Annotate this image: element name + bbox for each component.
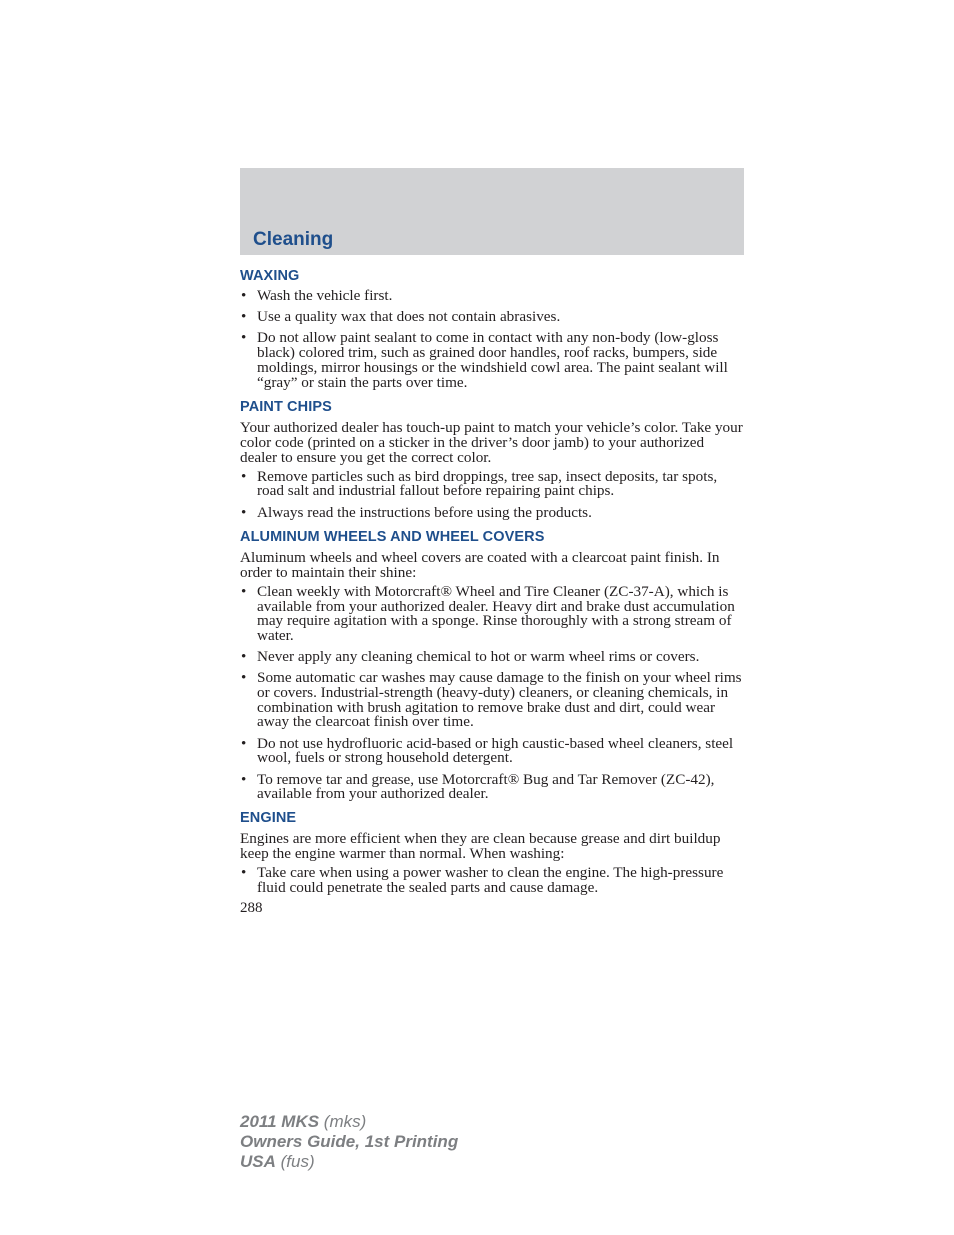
list-item: • Take care when using a power washer to clean the engine. The high-pressure fluid could penetrate the sealed parts and cause damage. (241, 864, 724, 897)
section-header-band (240, 168, 744, 255)
paint-chips-intro: Your authorized dealer has touch-up paint to match your vehicle’s color. Take your color code (printed on a sticker in the driver’s door jamb) to your authorized dealer to ensure you get the correct color. (240, 418, 743, 466)
engine-list (240, 866, 744, 895)
list-item: • Do not use hydrofluoric acid-based or high caustic-based wheel cleaners, steel wool, fuels or strong household detergent. (241, 734, 734, 767)
heading-paint-chips: PAINT CHIPS (240, 398, 332, 415)
footer-line-region: USA (fus) (240, 1152, 315, 1171)
list-item: • To remove tar and grease, use Motorcraft® Bug and Tar Remover (ZC-42), available from your authorized dealer. (241, 770, 715, 803)
list-item: • Remove particles such as bird droppings, tree sap, insect deposits, tar spots, road salt and industrial fallout before repairing paint chips. (241, 467, 718, 500)
section-title: Cleaning (253, 229, 334, 250)
wheels-intro: Aluminum wheels and wheel covers are coated with a clearcoat paint finish. In order to maintain their shine: (240, 548, 720, 581)
page-content (240, 266, 744, 916)
page-number: 288 (240, 899, 263, 916)
list-item: • Some automatic car washes may cause damage to the finish on your wheel rims or covers. Industrial-strength (heavy-duty) cleaners, or cleaning chemicals, in combination with brush agitation to remove brake dust and dirt, could wear away the clearcoat finish over time. (241, 669, 742, 731)
engine-intro: Engines are more efficient when they are clean because grease and dirt buildup keep the engine warmer than normal. When washing: (240, 830, 721, 863)
list-item: • Always read the instructions before using the products. (241, 503, 592, 521)
paint-chips-list (240, 467, 744, 521)
document-footer (240, 1112, 458, 1172)
list-item: • Never apply any cleaning chemical to hot or warm wheel rims or covers. (241, 648, 700, 666)
waxing-list (240, 289, 744, 390)
wheels-list (240, 582, 744, 803)
list-item: • Clean weekly with Motorcraft® Wheel and Tire Cleaner (ZC-37-A), which is available from your authorized dealer. Heavy dirt and brake dust accumulation may require agitation with a sponge. Rinse thoroughly with a strong stream of water. (241, 582, 735, 644)
footer-line-guide: Owners Guide, 1st Printing (240, 1132, 459, 1151)
heading-engine: ENGINE (240, 810, 297, 827)
heading-aluminum-wheels: ALUMINUM WHEELS AND WHEEL COVERS (240, 528, 545, 545)
list-item: • Do not allow paint sealant to come in contact with any non-body (low-gloss black) colored trim, such as grained door handles, roof racks, bumpers, side moldings, mirror housings or the windshield cowl area. The paint sealant will “gray” or stain the parts over time. (241, 329, 728, 391)
footer-line-model: 2011 MKS (mks) (240, 1112, 367, 1131)
list-item: • Wash the vehicle first. (241, 287, 393, 304)
heading-waxing: WAXING (240, 268, 300, 284)
list-item: • Use a quality wax that does not contain abrasives. (241, 308, 561, 326)
